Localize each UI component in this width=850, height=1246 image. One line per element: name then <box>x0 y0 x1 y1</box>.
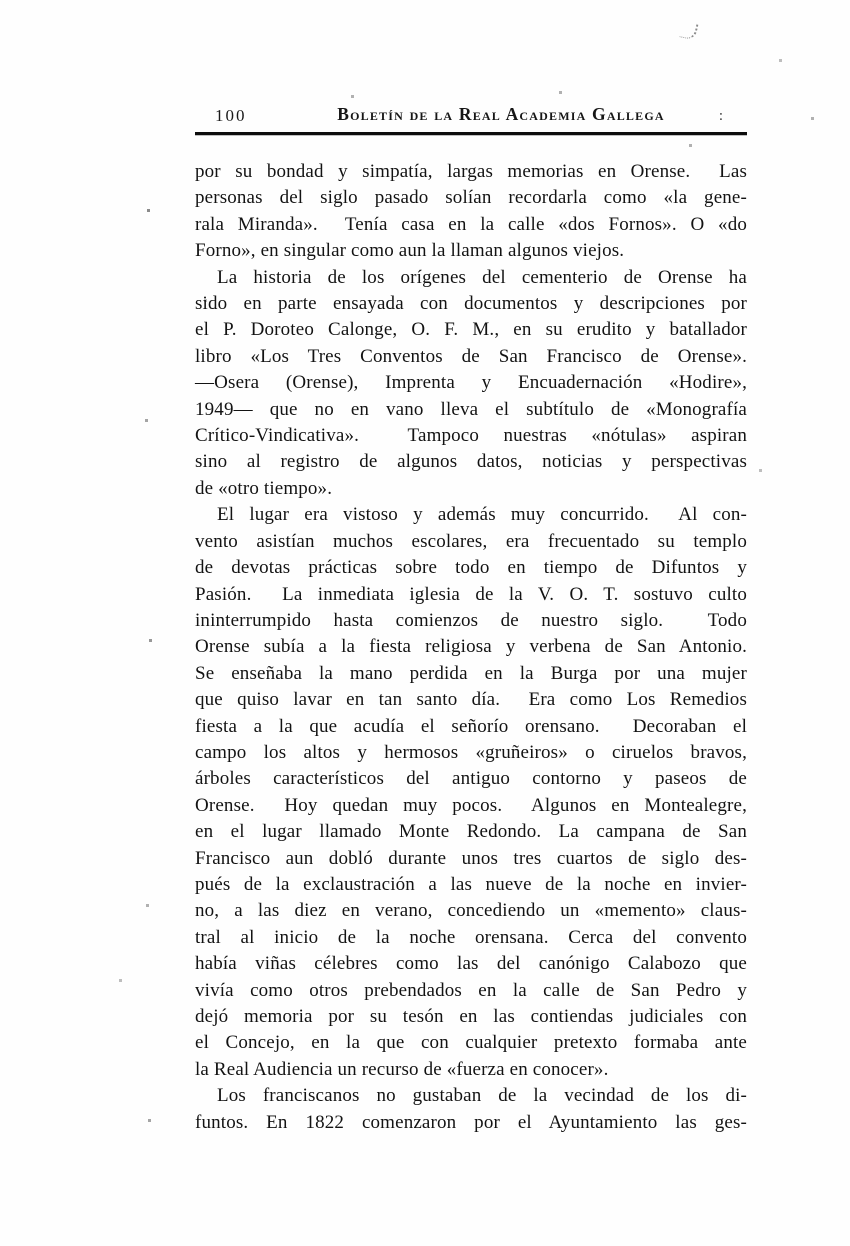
text-line: que quiso lavar en tan santo día. Era como Los Remedios <box>195 689 747 711</box>
text-line: Orense subía a la fiesta religiosa y verbena de San Antonio. <box>195 636 747 658</box>
text-line: La historia de los orígenes del cementerio de Orense ha <box>217 266 747 288</box>
text-line: árboles característicos del antiguo contorno y paseos de <box>195 768 747 790</box>
text-line: El lugar era vistoso y además muy concurrido. Al con- <box>217 504 747 526</box>
text-line: sino al registro de algunos datos, noticias y perspectivas <box>195 451 747 473</box>
text-line: no, a las diez en verano, concediendo un «memento» claus- <box>195 900 747 922</box>
text-line: Se enseñaba la mano perdida en la Burga por una mujer <box>195 662 747 684</box>
text-line: Forno», en singular como aun la llaman algunos viejos. <box>195 240 625 262</box>
text-line: campo los altos y hermosos «gruñeiros» o ciruelos bravos, <box>195 741 747 763</box>
text-line: funtos. En 1822 comenzaron por el Ayuntamiento las ges- <box>195 1111 747 1133</box>
text-line: —Osera (Orense), Imprenta y Encuadernación «Hodire», <box>195 372 747 394</box>
stray-colon-mark: : <box>718 108 723 124</box>
text-line: libro «Los Tres Conventos de San Francisco de Orense». <box>195 345 747 367</box>
page-header <box>195 104 747 129</box>
paragraph <box>195 265 747 503</box>
text-line: Pasión. La inmediata iglesia de la V. O. T. sostuvo culto <box>195 583 747 605</box>
text-line: pués de la exclaustración a las nueve de la noche en invier- <box>195 873 747 895</box>
scan-smudge-mark <box>679 21 698 41</box>
text-line: dejó memoria por su tesón en las contiendas judiciales con <box>195 1006 747 1027</box>
text-line: personas del siglo pasado solían recordarla como «la gene- <box>195 187 747 209</box>
text-line: Francisco aun dobló durante unos tres cuartos de siglo des- <box>195 847 747 869</box>
text-line: el Concejo, en la que con cualquier pretexto formaba ante <box>195 1032 747 1054</box>
page-body <box>195 159 747 1136</box>
text-line: 1949— que no en vano lleva el subtítulo de «Monografía <box>195 398 747 420</box>
text-line: ininterrumpido hasta comienzos de nuestro siglo. Todo <box>195 609 747 631</box>
text-line: rala Miranda». Tenía casa en la calle «dos Fornos». O «do <box>195 213 747 235</box>
paragraph <box>195 159 747 265</box>
text-line: de «otro tiempo». <box>195 477 333 499</box>
text-line: de devotas prácticas sobre todo en tiempo de Difuntos y <box>195 557 747 579</box>
text-line: fiesta a la que acudía el señorío orensano. Decoraban el <box>195 715 747 737</box>
text-line: Orense. Hoy quedan muy pocos. Algunos en Montealegre, <box>195 794 747 816</box>
text-line: vento asistían muchos escolares, era frecuentado su templo <box>195 530 747 552</box>
text-line: en el lugar llamado Monte Redondo. La campana de San <box>195 821 747 843</box>
text-line: había viñas célebres como las del canónigo Calabozo que <box>195 953 747 975</box>
text-line: sido en parte ensayada con documentos y descripciones por <box>195 293 747 315</box>
text-line: Crítico-Vindicativa». Tampoco nuestras «nótulas» aspiran <box>195 425 747 447</box>
scan-noise-speckles <box>0 0 1 1</box>
text-line: Los franciscanos no gustaban de la vecindad de los di- <box>217 1085 747 1107</box>
page-number: 100 <box>215 106 247 125</box>
text-line: la Real Audiencia un recurso de «fuerza en conocer». <box>195 1058 609 1080</box>
header-rule <box>195 132 747 135</box>
running-title: Boletín de la Real Academia Gallega <box>337 104 665 124</box>
text-line: el P. Doroteo Calonge, O. F. M., en su erudito y batallador <box>195 319 747 341</box>
paragraph <box>195 1083 747 1136</box>
text-line: vivía como otros prebendados en la calle de San Pedro y <box>195 979 747 1001</box>
text-line: tral al inicio de la noche orensana. Cerca del convento <box>195 926 747 948</box>
text-line: por su bondad y simpatía, largas memorias en Orense. Las <box>195 161 747 182</box>
page-content <box>195 104 747 1136</box>
paragraph <box>195 502 747 1083</box>
